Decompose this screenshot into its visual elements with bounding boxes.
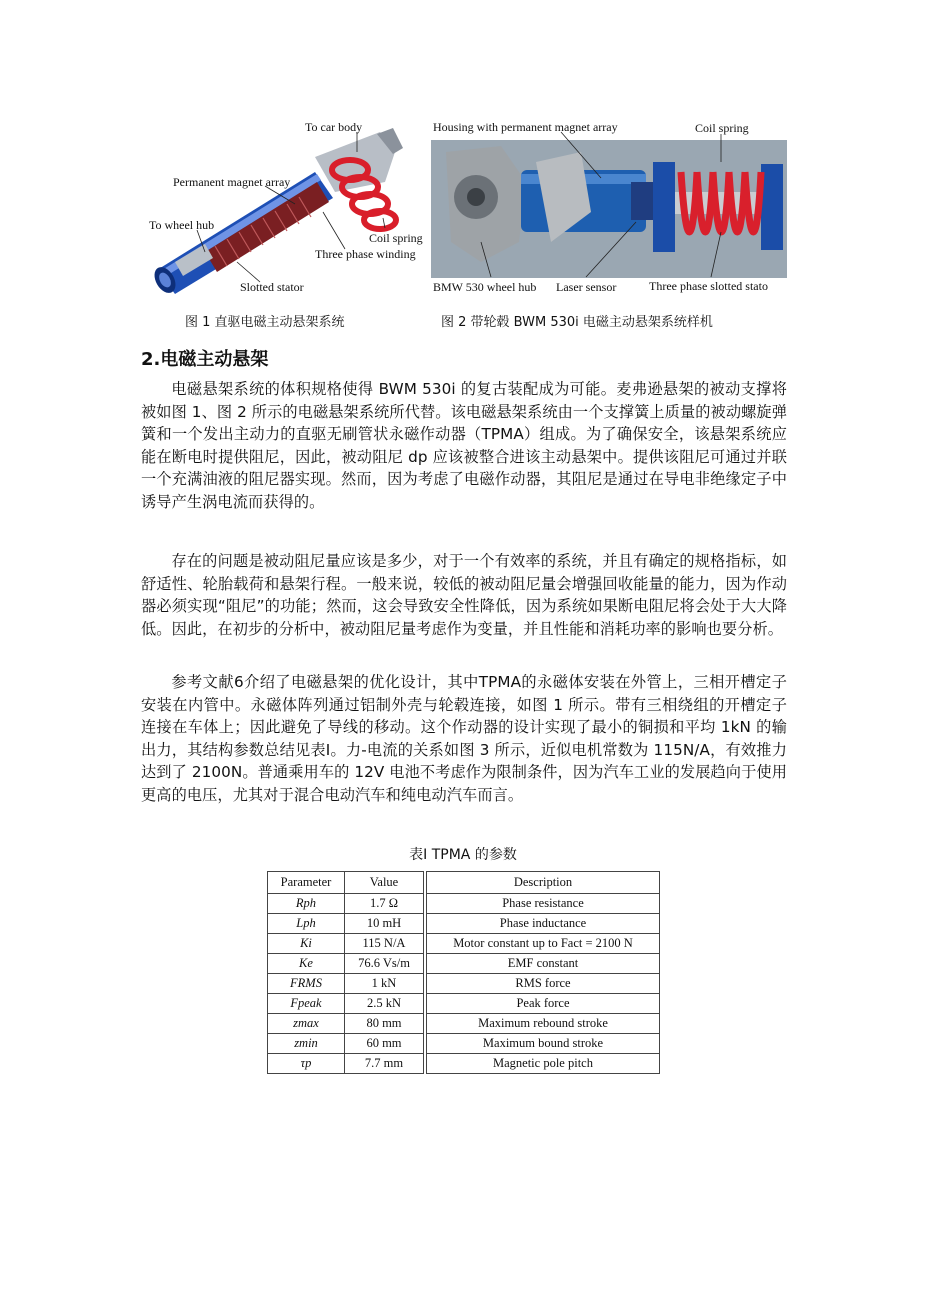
description-cell: Peak force — [425, 994, 660, 1014]
figure-2-caption: 图 2 带轮毂 BWM 530i 电磁主动悬架系统样机 — [441, 315, 713, 330]
actuator-cutaway-illustration — [145, 112, 427, 302]
value-cell: 10 mH — [345, 914, 426, 934]
table-row — [268, 974, 660, 994]
table-header-row — [268, 872, 660, 894]
label-three-phase-stator: Three phase slotted stato — [649, 279, 768, 293]
header-parameter: Parameter — [268, 872, 345, 894]
figure-1 — [145, 112, 427, 302]
table-row — [268, 1014, 660, 1034]
param-cell: Rph — [268, 894, 345, 914]
param-cell: zmin — [268, 1034, 345, 1054]
header-description: Description — [425, 872, 660, 894]
table-row — [268, 1054, 660, 1074]
label-laser-sensor: Laser sensor — [556, 280, 617, 294]
section-title: 2.电磁主动悬架 — [141, 349, 269, 370]
description-cell: Motor constant up to Fact = 2100 N — [425, 934, 660, 954]
param-cell: Ki — [268, 934, 345, 954]
table-row — [268, 914, 660, 934]
value-cell: 115 N/A — [345, 934, 426, 954]
value-cell: 60 mm — [345, 1034, 426, 1054]
prototype-photo — [431, 112, 787, 302]
param-cell: τp — [268, 1054, 345, 1074]
value-cell: 7.7 mm — [345, 1054, 426, 1074]
label-slotted-stator: Slotted stator — [240, 280, 304, 294]
label-magnet-array: Permanent magnet array — [173, 175, 291, 189]
value-cell: 1.7 Ω — [345, 894, 426, 914]
value-cell: 1 kN — [345, 974, 426, 994]
table-row — [268, 894, 660, 914]
description-cell: Maximum rebound stroke — [425, 1014, 660, 1034]
param-cell: FRMS — [268, 974, 345, 994]
label-to-car-body: To car body — [305, 120, 363, 134]
paragraph-2: 存在的问题是被动阻尼量应该是多少，对于一个有效率的系统，并且有确定的规格指标，如舒适性、轮胎载荷和悬架行程。一般来说，较低的被动阻尼量会增强回收能量的能力，因为作动器必须实现“阻尼”的功能；然而，这会导致安全性降低，因为系统如果断电阻尼将会处于大大降低。因此，在初步的分析中，被动阻尼量考虑作为变量，并且性能和消耗功率的影响也要分析。 — [141, 552, 787, 638]
param-cell: Fpeak — [268, 994, 345, 1014]
figure-1-caption: 图 1 直驱电磁主动悬架系统 — [185, 315, 345, 330]
description-cell: RMS force — [425, 974, 660, 994]
paragraph-1: 电磁悬架系统的体积规格使得 BWM 530i 的复古装配成为可能。麦弗逊悬架的被动支撑将被如图 1、图 2 所示的电磁悬架系统所代替。该电磁悬架系统由一个支撑簧上质量的被动螺旋弹簧和一个发出主动力的直驱无刷管状永磁作动器（TPMA）组成。为了确保安全，该悬架系统应能在断电时提供阻尼，因此，被动阻尼 dp 应该被整合进该主动悬架中。提供该阻尼可通过并联一个充满油液的阻尼器实现。然而，因为考虑了电磁作动器，其阻尼是通过在导电非绝缘定子中诱导产生涡电流而获得的。 — [141, 380, 787, 511]
label-wheel-hub: To wheel hub — [149, 218, 215, 232]
param-cell: Ke — [268, 954, 345, 974]
label-bmw-wheel-hub: BMW 530 wheel hub — [433, 280, 537, 294]
label-coil-spring: Coil spring — [369, 231, 423, 245]
description-cell: Maximum bound stroke — [425, 1034, 660, 1054]
value-cell: 2.5 kN — [345, 994, 426, 1014]
label-coil-spring-2: Coil spring — [695, 121, 749, 135]
label-housing: Housing with permanent magnet array — [433, 120, 618, 134]
label-three-phase-winding: Three phase winding — [315, 247, 416, 261]
table-row — [268, 1034, 660, 1054]
parameter-table — [267, 871, 660, 1074]
description-cell: Magnetic pole pitch — [425, 1054, 660, 1074]
param-cell: Lph — [268, 914, 345, 934]
table-row — [268, 934, 660, 954]
description-cell: Phase resistance — [425, 894, 660, 914]
value-cell: 76.6 Vs/m — [345, 954, 426, 974]
paragraph-3: 参考文献6介绍了电磁悬架的优化设计，其中TPMA的永磁体安装在外管上，三相开槽定子安装在内管中。永磁体阵列通过铝制外壳与轮毂连接，如图 1 所示。带有三相绕组的开槽定子连接在车体上；因此避免了导线的移动。这个作动器的设计实现了最小的铜损和平均 1kN 的输出力，其结构参数总结见表I。力-电流的关系如图 3 所示，近似电机常数为 115N/A，有效推力达到了 2100N。普通乘用车的 12V 电池不考虑作为限制条件，因为汽车工业的发展趋向于使用更高的电压，尤其对于混合电动汽车和纯电动汽车而言。 — [141, 673, 787, 804]
header-value: Value — [345, 872, 426, 894]
value-cell: 80 mm — [345, 1014, 426, 1034]
description-cell: Phase inductance — [425, 914, 660, 934]
figure-2 — [431, 112, 787, 302]
table-row — [268, 954, 660, 974]
table-row — [268, 994, 660, 1014]
description-cell: EMF constant — [425, 954, 660, 974]
param-cell: zmax — [268, 1014, 345, 1034]
table-caption: 表I TPMA 的参数 — [409, 847, 517, 863]
